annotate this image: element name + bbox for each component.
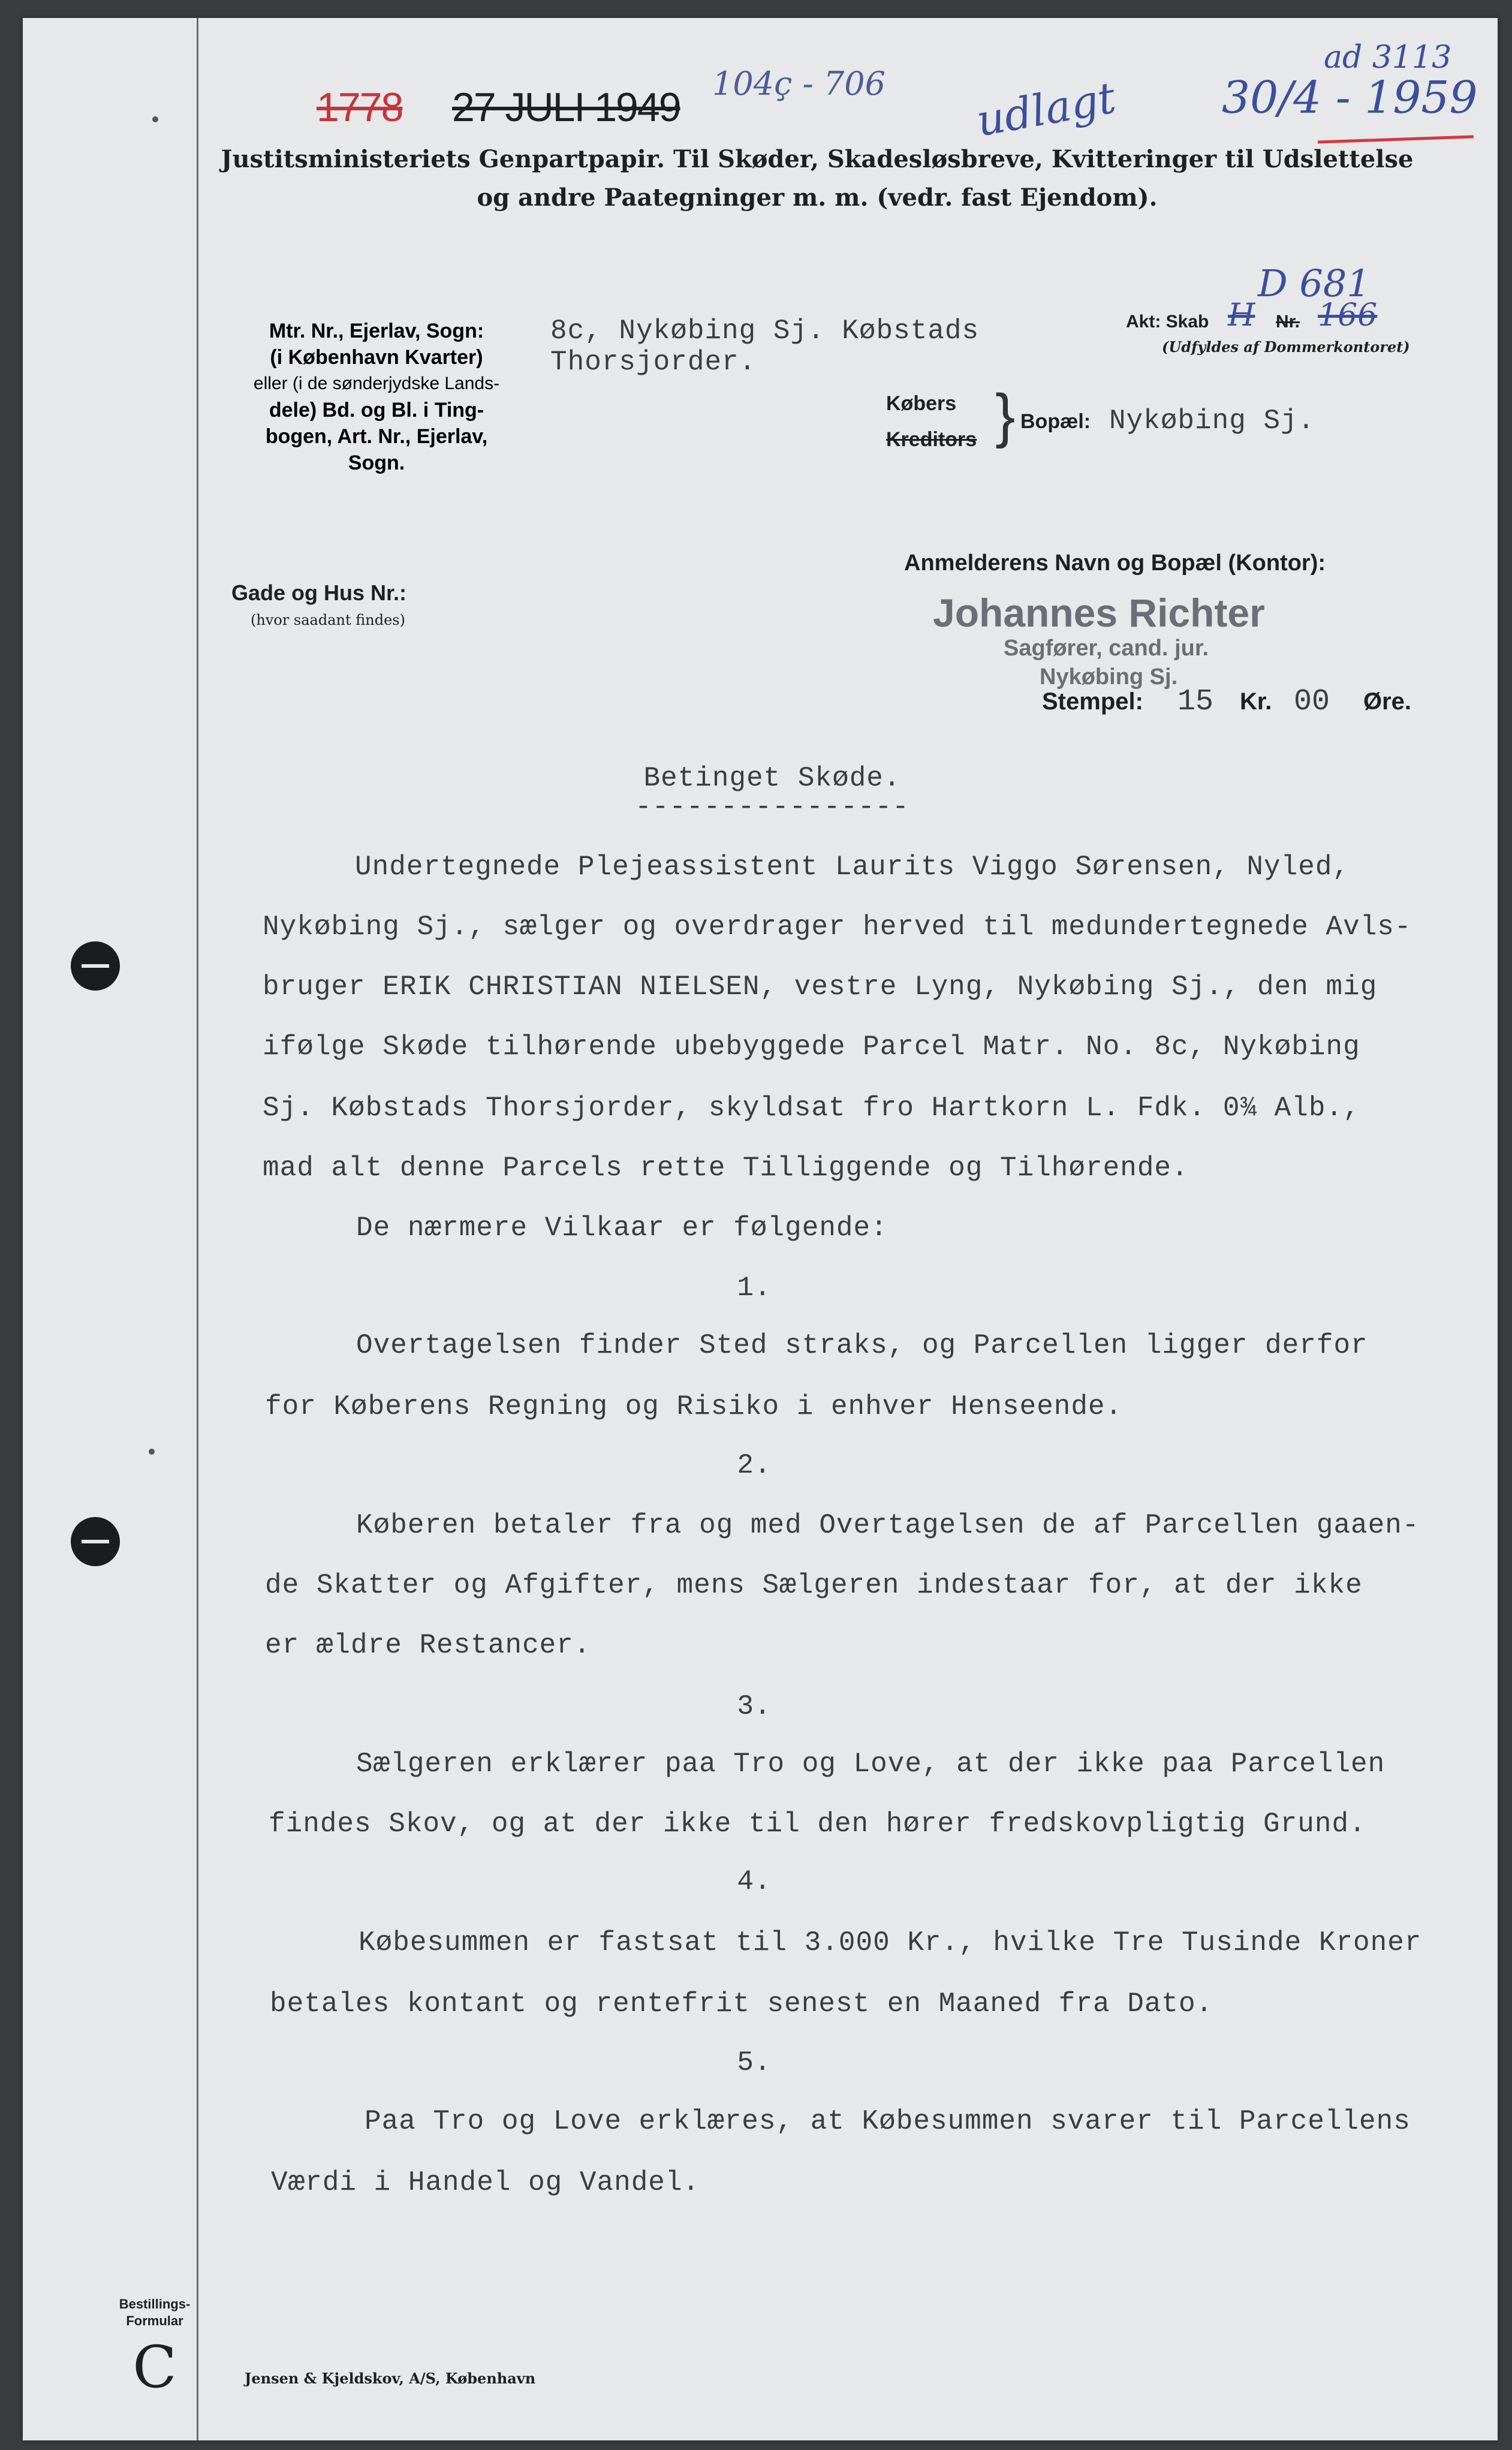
- red-underline: [1318, 135, 1474, 143]
- section-line: de Skatter og Afgifter, mens Sælgeren indestaar for, at der ikke: [265, 1570, 1363, 1601]
- anmelder-title: Sagfører, cand. jur.: [1004, 636, 1209, 661]
- footer-bestillings: Bestillings-: [119, 2297, 191, 2311]
- kreditors-label: Kreditors: [886, 428, 977, 451]
- section-number: 3.: [737, 1691, 772, 1722]
- bopael-value: Nykøbing Sj.: [1109, 405, 1315, 437]
- title-rule: ----------------: [635, 791, 909, 823]
- stamp-ref: 104ç - 706: [712, 65, 885, 103]
- intro-line: ifølge Skøde tilhørende ubebyggede Parcel Matr. No. 8c, Nykøbing: [263, 1031, 1360, 1063]
- section-number: 2.: [737, 1450, 772, 1481]
- stamp-date: 27 JULI 1949: [452, 85, 680, 130]
- margin-dot: [149, 1449, 155, 1455]
- section-line: Overtagelsen finder Sted straks, og Parcellen ligger derfor: [356, 1330, 1368, 1361]
- handwritten-date: 30/4 - 1959: [1222, 72, 1478, 124]
- akt-skab: H: [1228, 297, 1255, 333]
- intro-line: Nykøbing Sj., sælger og overdrager herved til medundertegnede Avls-: [263, 911, 1412, 943]
- footer-letter: C: [132, 2334, 177, 2401]
- section-line: betales kontant og rentefrit senest en Maaned fra Dato.: [270, 1988, 1213, 2019]
- kr-label: Kr.: [1240, 688, 1272, 715]
- intro-line: mad alt denne Parcels rette Tilliggende og Tilhørende.: [263, 1152, 1189, 1184]
- gade-label: Gade og Hus Nr.:: [231, 580, 407, 605]
- intro-line: bruger ERIK CHRISTIAN NIELSEN, vestre Lyng, Nykøbing Sj., den mig: [263, 971, 1378, 1003]
- section-number: 5.: [737, 2047, 772, 2078]
- margin-dot: [152, 116, 158, 122]
- handwritten-ad: ad 3113: [1324, 40, 1452, 76]
- handwritten-udlagt: udlagt: [972, 72, 1119, 146]
- footer-formular: Formular: [126, 2313, 183, 2328]
- margin-rule: [197, 18, 198, 2440]
- header-line-1: Justitsministeriets Genpartpapir. Til Skøder, Skadesløsbreve, Kvitteringer til Udslettelse: [221, 145, 1414, 173]
- section-line: Købesummen er fastsat til 3.000 Kr., hvilke Tre Tusinde Kroner: [359, 1927, 1422, 1958]
- stempel-label: Stempel:: [1042, 688, 1143, 715]
- anmelder-city: Nykøbing Sj.: [1040, 664, 1178, 690]
- intro-line: Undertegnede Plejeassistent Laurits Viggo Sørensen, Nyled,: [355, 851, 1350, 883]
- punch-hole: [71, 941, 120, 991]
- mtr-value-2: Thorsjorder.: [550, 347, 757, 378]
- stempel-kr: 15: [1177, 685, 1214, 719]
- handwritten-akt-ref: D 681: [1258, 261, 1371, 305]
- anmelder-name: Johannes Richter: [933, 591, 1265, 635]
- stempel-ore: 00: [1294, 685, 1330, 719]
- akt-label: Akt: Skab: [1126, 312, 1209, 332]
- ore-label: Øre.: [1363, 688, 1412, 715]
- vilkaar-line: De nærmere Vilkaar er følgende:: [356, 1212, 888, 1244]
- section-line: Paa Tro og Love erklæres, at Købesummen svarer til Parcellens: [365, 2106, 1411, 2137]
- kobers-label: Købers: [886, 392, 957, 415]
- akt-nr-label: Nr.: [1276, 312, 1300, 332]
- document-title: Betinget Skøde.: [643, 763, 901, 794]
- anmelder-label: Anmelderens Navn og Bopæl (Kontor):: [904, 550, 1326, 576]
- section-number: 4.: [737, 1866, 772, 1897]
- section-line: for Køberens Regning og Risiko i enhver Henseende.: [265, 1391, 1123, 1422]
- section-line: findes Skov, og at der ikke til den hører fredskovpligtig Grund.: [269, 1808, 1366, 1840]
- brace: }: [995, 382, 1016, 449]
- akt-nr: 166: [1318, 297, 1378, 333]
- mtr-value-1: 8c, Nykøbing Sj. Købstads: [550, 315, 980, 347]
- document-sheet: [23, 18, 1498, 2440]
- gade-note: (hvor saadant findes): [251, 612, 405, 628]
- section-line: er ældre Restancer.: [265, 1630, 591, 1661]
- bopael-label: Bopæl:: [1020, 410, 1091, 433]
- printer-credit: Jensen & Kjeldskov, A/S, København: [245, 2370, 536, 2387]
- punch-hole: [71, 1517, 120, 1566]
- intro-line: Sj. Købstads Thorsjorder, skyldsat fro Hartkorn L. Fdk. 0¾ Alb.,: [263, 1092, 1360, 1124]
- section-line: Værdi i Handel og Vandel.: [271, 2167, 700, 2198]
- header-line-2: og andre Paategninger m. m. (vedr. fast Ejendom).: [477, 183, 1158, 212]
- section-line: Sælgeren erklærer paa Tro og Love, at der ikke paa Parcellen: [356, 1748, 1386, 1780]
- section-line: Køberen betaler fra og med Overtagelsen de af Parcellen gaaen-: [356, 1510, 1420, 1541]
- old-stamp-number: 1778: [317, 85, 403, 130]
- akt-note: (Udfyldes af Dommerkontoret): [1162, 338, 1410, 356]
- mtr-label: Mtr. Nr., Ejerlav, Sogn: (i København Kvarter) eller (i de sønderjydske Lands- dele) Bd. og Bl. i Ting- bogen, Art. Nr., Ejerlav, Sogn.: [253, 320, 500, 474]
- section-number: 1.: [737, 1272, 772, 1304]
